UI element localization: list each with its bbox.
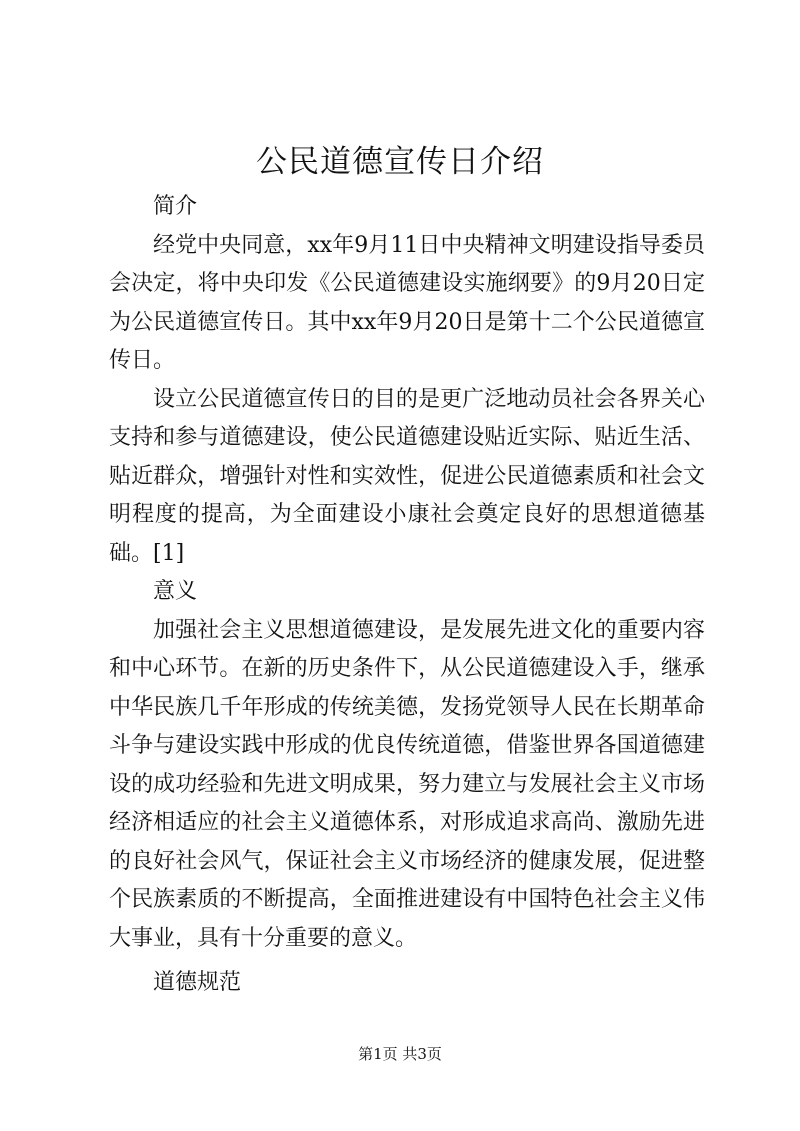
- section-heading-intro: 简介: [153, 194, 198, 219]
- document-title: 公民道德宣传日介绍: [256, 144, 544, 180]
- intro-paragraph-1: 经党中央同意，xx年9月11日中央精神文明建设指导委员会决定，将中央印发《公民道德建设实施纲要》的9月20日定为公民道德宣传日。其中xx年9月20日是第十二个公民道德宣传日。: [109, 232, 705, 373]
- significance-paragraph-1: 加强社会主义思想道德建设，是发展先进文化的重要内容和中心环节。在新的历史条件下，从公民道德建设入手，继承中华民族几千年形成的传统美德，发扬党领导人民在长期革命斗争与建设实践中形成的优良传统道德，借鉴世界各国道德建设的成功经验和先进文明成果，努力建立与发展社会主义市场经济相适应的社会主义道德体系，对形成追求高尚、激励先进的良好社会风气，保证社会主义市场经济的健康发展，促进整个民族素质的不断提高，全面推进建设有中国特色社会主义伟大事业，具有十分重要的意义。: [109, 617, 705, 951]
- section-heading-significance: 意义: [153, 579, 198, 604]
- intro-paragraph-2: 设立公民道德宣传日的目的是更广泛地动员社会各界关心支持和参与道德建设，使公民道德建设贴近实际、贴近生活、贴近群众，增强针对性和实效性，促进公民道德素质和社会文明程度的提高，为全面建设小康社会奠定良好的思想道德基础。[1]: [109, 386, 705, 566]
- section-heading-moral-norms: 道德规范: [153, 970, 242, 995]
- document-body: [109, 188, 705, 1003]
- page-number-footer: 第1页 共3页: [358, 1045, 442, 1063]
